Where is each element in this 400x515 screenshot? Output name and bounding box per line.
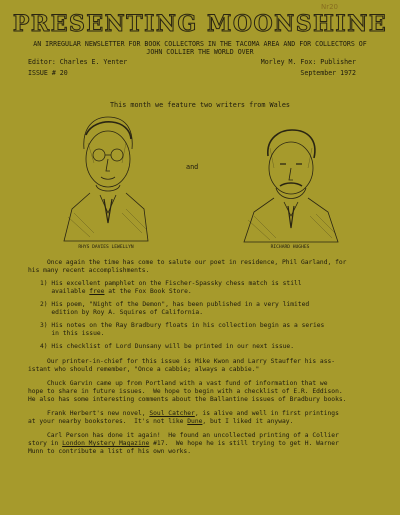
editor-credit: Editor: Charles E. Yenter bbox=[28, 58, 128, 66]
issue-date: September 1972 bbox=[300, 69, 356, 77]
portrait-left bbox=[60, 113, 152, 243]
garvin-line-2: hope to share in future issues. We hope to begin with a checklist of E.R. Eddison. bbox=[28, 388, 343, 395]
list-item-2-line-1: 2) His poem, "Night of the Demon", has been published in a very limited bbox=[40, 301, 310, 308]
intro-line-1: Once again the time has come to salute our poet in residence, Phil Garland, for bbox=[28, 259, 347, 266]
caption-left: RHYS DAVIES LEWELLYN bbox=[78, 245, 134, 250]
masthead-credits bbox=[28, 58, 356, 66]
list-item-2-line-2: edition by Roy A. Squires of California. bbox=[40, 309, 204, 316]
subtitle-line-2: JOHN COLLIER THE WORLD OVER bbox=[146, 48, 254, 56]
list-item-3-line-1: 3) His notes on the Ray Bradbury floats in his collection begin as a series bbox=[40, 322, 325, 329]
garvin-line-3: He also has some interesting comments about the Ballantine issues of Bradbury books. bbox=[28, 396, 347, 403]
printer-line-1: Our printer-in-chief for this issue is Mike Kwon and Larry Stauffer his ass- bbox=[28, 358, 336, 365]
garvin-line-1: Chuck Garvin came up from Portland with a vast fund of information that we bbox=[28, 380, 328, 387]
caption-right: RICHARD HUGHES bbox=[270, 245, 310, 250]
publisher-credit: Morley M. Fox: Publisher bbox=[260, 58, 356, 66]
issue-info bbox=[28, 69, 356, 77]
masthead-title: PRESENTING MOONSHINE bbox=[12, 11, 388, 37]
person-line-1: Carl Person has done it again! He found an uncollected printing of a Collier bbox=[28, 432, 339, 439]
herbert-line-1: Frank Herbert's new novel, Soul Catcher, is alive and well in first printings bbox=[28, 410, 339, 417]
list-item-1-line-2: available free at the Fox Book Store. bbox=[40, 288, 192, 295]
list-item-4-line-1: 4) His checklist of Lord Dunsany will be printed in our next issue. bbox=[40, 343, 295, 350]
person-line-3: Munn to contribute a list of his own works. bbox=[28, 448, 192, 455]
handwritten-note: Nr20 bbox=[320, 3, 338, 11]
issue-number: ISSUE # 20 bbox=[28, 69, 68, 77]
person-line-2: story in London Mystery Magazine #17. We hope he is still trying to get H. Warner bbox=[28, 440, 339, 447]
feature-line: This month we feature two writers from Wales bbox=[109, 101, 291, 109]
list-item-1-line-1: 1) His excellent pamphlet on the Fischer-Spassky chess match is still bbox=[40, 280, 302, 287]
intro-line-2: his many recent accomplishments. bbox=[28, 267, 150, 274]
herbert-line-2: at your nearby bookstores. It's not like Dune, but I liked it anyway. bbox=[28, 418, 294, 425]
and-word: and bbox=[186, 163, 199, 171]
printer-line-2: istant who should remember, "Once a cabbie; always a cabbie." bbox=[28, 366, 260, 373]
list-item-3-line-2: in this issue. bbox=[40, 330, 105, 337]
subtitle-line-1: AN IRREGULAR NEWSLETTER FOR BOOK COLLECTORS IN THE TACOMA AREA AND FOR COLLECTORS OF bbox=[33, 40, 367, 48]
portrait-right bbox=[240, 128, 340, 244]
